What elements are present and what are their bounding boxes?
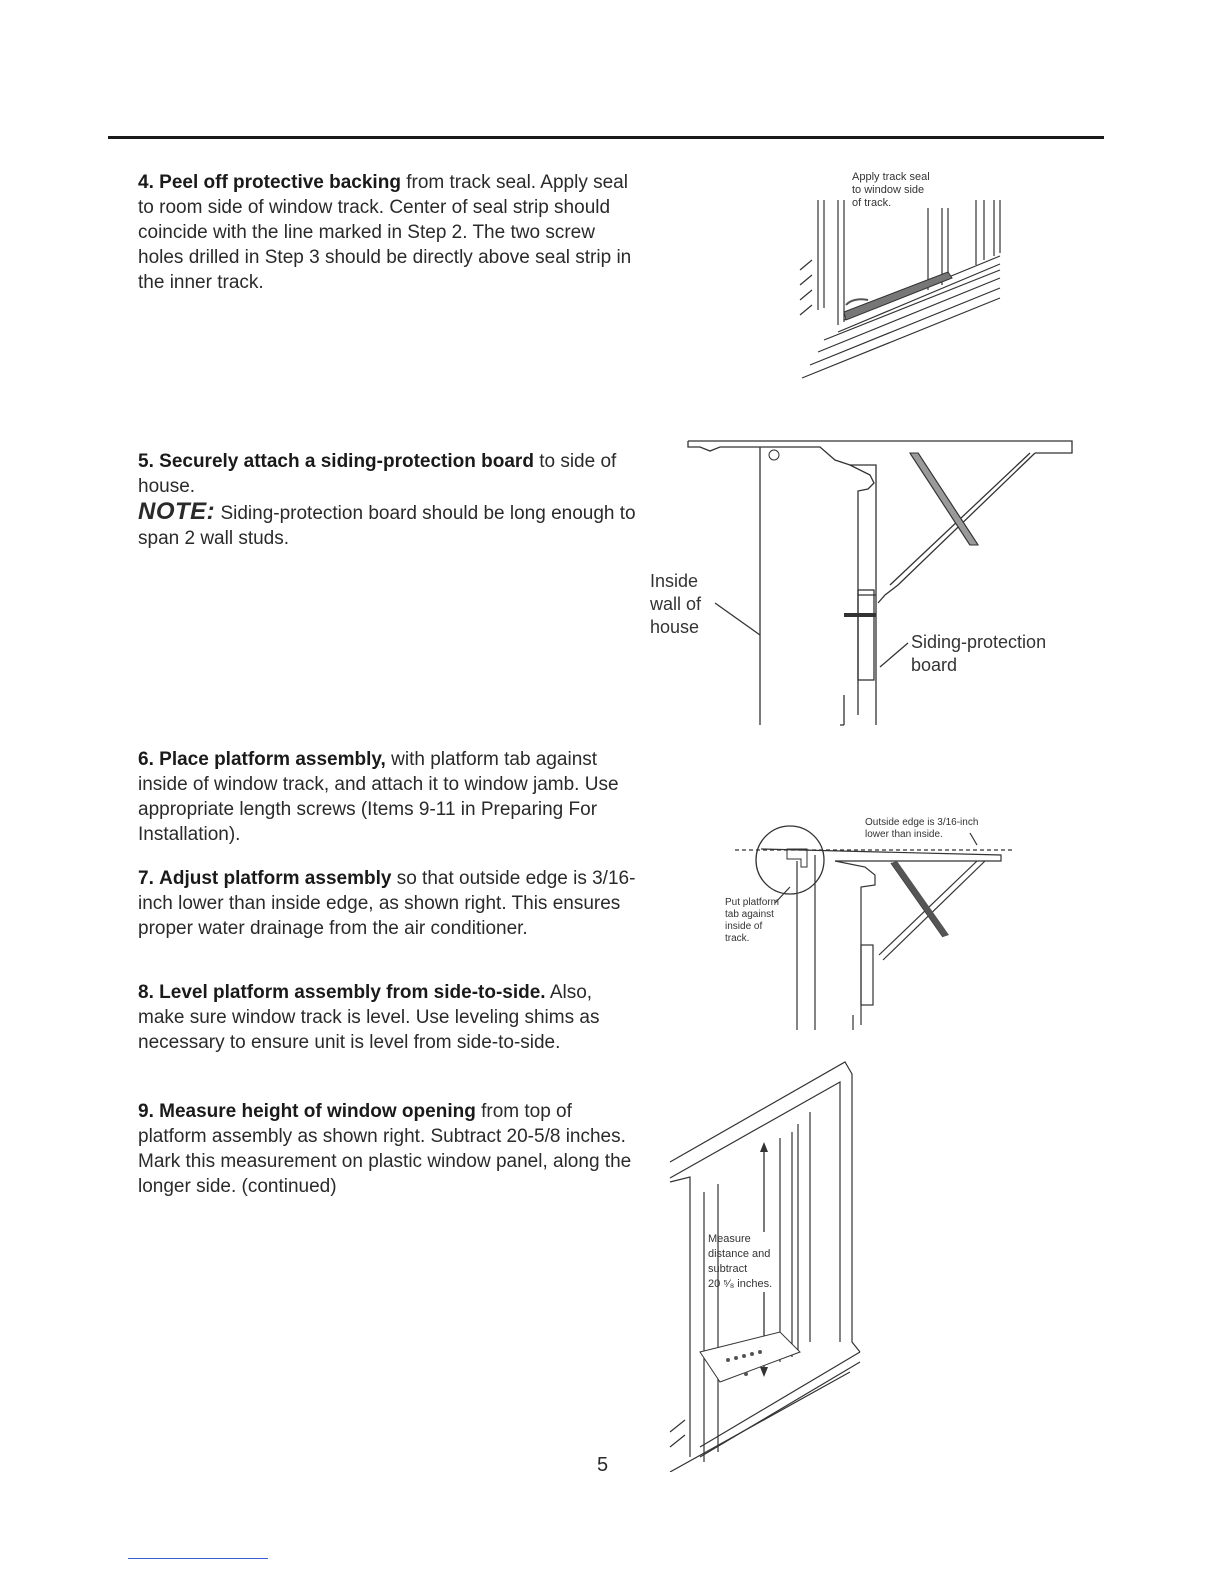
siding-board-figure (640, 435, 1080, 730)
footer-link-line (128, 1558, 268, 1559)
track-seal-label-3: of track. (852, 197, 892, 209)
step-7-text: so that outside edge is 3/16-inch lower than inside edge, as shown right. This ensures proper water drainage from the air conditioner. (138, 868, 636, 939)
measure-label-3: subtract (708, 1263, 748, 1275)
step-6 (138, 747, 638, 847)
note-text: Siding-protection board should be long enough to span 2 wall studs. (138, 503, 636, 549)
note-label: NOTE: (138, 498, 216, 525)
step-6-heading: Place platform assembly, (159, 749, 386, 770)
step-7-number: 7. (138, 868, 154, 889)
track-seal-label-1: Apply track seal (852, 171, 930, 183)
step-9 (138, 1099, 638, 1199)
step-5-number: 5. (138, 451, 154, 472)
step-6-text: with platform tab against inside of window track, and attach it to window jamb. Use appropriate length screws (Items 9-11 in Preparing For Installation). (138, 749, 619, 845)
step-7 (138, 866, 638, 941)
platform-tab-label-3: inside of (725, 921, 763, 932)
step-9-text: from top of platform assembly as shown right. Subtract 20-5/8 inches. Mark this measurement on plastic window panel, along the longer side. (continued) (138, 1101, 632, 1197)
step-4-heading: Peel off protective backing (159, 172, 401, 193)
step-8-heading: Level platform assembly from side-to-side. (159, 982, 546, 1003)
header-rule (108, 136, 1104, 139)
step-6-number: 6. (138, 749, 154, 770)
step-5-heading: Securely attach a siding-protection board (159, 451, 534, 472)
step-4-text: from track seal. Apply seal to room side of window track. Center of seal strip should coincide with the line marked in Step 2. The two screw holes drilled in Step 3 should be directly above seal strip in the inner track. (138, 172, 632, 293)
measure-figure (660, 1052, 865, 1472)
step-4 (138, 170, 638, 295)
outside-edge-label-1: Outside edge is 3/16-inch (865, 817, 979, 828)
platform-figure (715, 805, 1025, 1035)
inside-wall-label-2: wall of (650, 594, 702, 614)
measure-label-4: 20 ⁵⁄₈ inches. (708, 1278, 773, 1290)
track-seal-figure (780, 160, 1020, 390)
step-5-text: to side of house. (138, 451, 617, 497)
step-9-heading: Measure height of window opening (159, 1101, 476, 1122)
measure-label-1: Measure (708, 1233, 751, 1245)
inside-wall-label-1: Inside (650, 571, 699, 591)
step-8 (138, 980, 638, 1055)
outside-edge-label-2: lower than inside. (865, 829, 943, 840)
page-number: 5 (597, 1454, 609, 1476)
platform-tab-label-4: track. (725, 933, 750, 944)
siding-board-label-2: board (911, 655, 958, 675)
step-8-text: Also, make sure window track is level. Use leveling shims as necessary to ensure unit is level from side-to-side. (138, 982, 600, 1053)
measure-label-2: distance and (708, 1248, 771, 1260)
step-7-heading: Adjust platform assembly (159, 868, 392, 889)
platform-tab-label-2: tab against (725, 909, 774, 920)
step-4-number: 4. (138, 172, 154, 193)
siding-board-label-1: Siding-protection (911, 632, 1047, 652)
platform-tab-label-1: Put platform (725, 897, 779, 908)
step-8-number: 8. (138, 982, 154, 1003)
step-9-number: 9. (138, 1101, 154, 1122)
step-5 (138, 449, 638, 551)
inside-wall-label-3: house (650, 617, 700, 637)
track-seal-label-2: to window side (852, 184, 925, 196)
